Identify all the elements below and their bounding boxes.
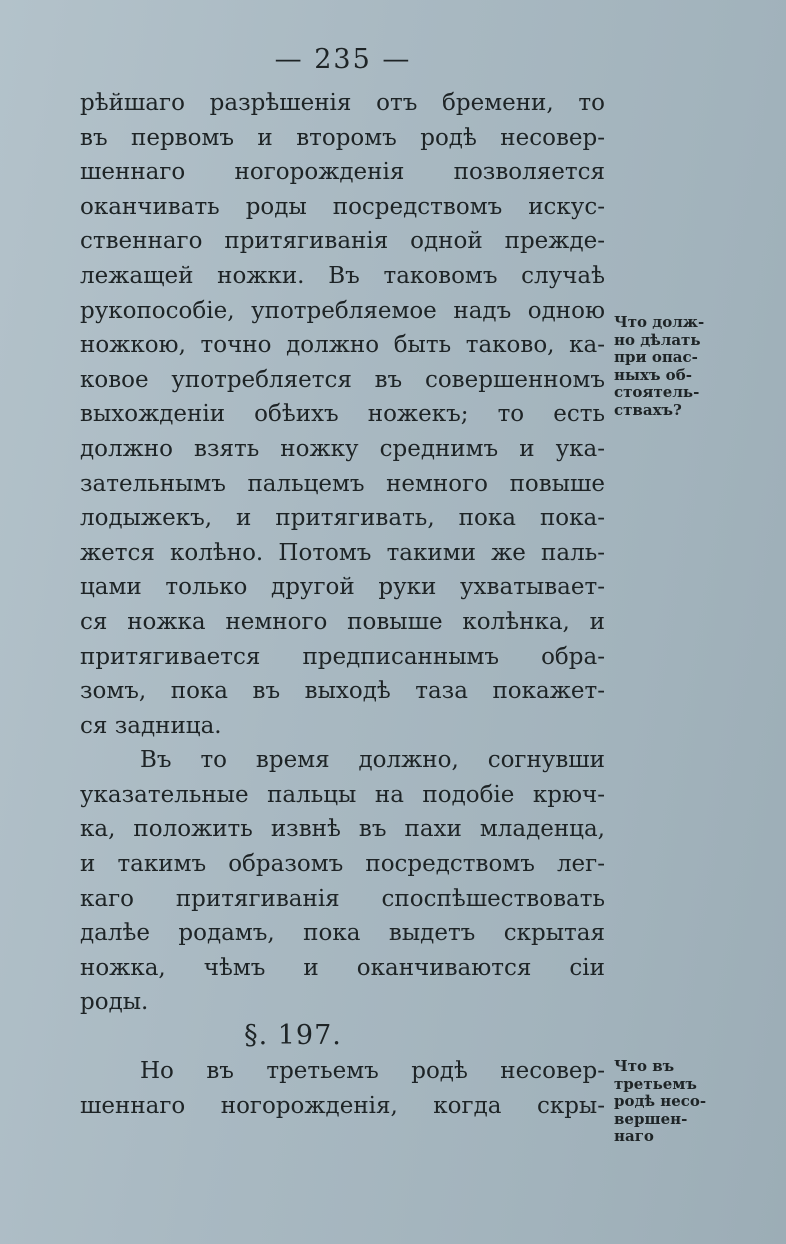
text-line: шеннаго ногорожденія, когда скры- [80,1092,605,1119]
text-line: ся задница. [80,712,222,739]
text-line: Въ то время должно, согнувши [140,747,605,774]
text-line: ковое употребляется въ совершенномъ [80,366,605,393]
text-line: рѣйшаго разрѣшенія отъ бремени, то [80,90,605,116]
page-number: — 235 — [274,44,412,75]
text-line: въ первомъ и второмъ родѣ несовер- [80,124,605,151]
margin-note [614,1058,744,1146]
text-line: роды. [80,989,149,1016]
text-line: указательные пальцы на подобіе крюч- [80,781,605,808]
margin-note-line: Что въ [614,1057,675,1075]
text-line: должно взять ножку среднимъ и ука- [80,435,605,462]
text-line: притягивается предписаннымъ обра- [80,643,605,670]
margin-note-line: наго [614,1127,654,1145]
text-line: и такимъ образомъ посредствомъ лег- [80,851,605,878]
text-line: ножка, чѣмъ и оканчиваются сіи [80,954,605,981]
text-line: цами только другой руки ухватывает- [80,574,605,601]
margin-note-line: вершен- [614,1109,688,1128]
text-line: лежащей ножки. Въ таковомъ случаѣ [80,262,605,289]
margin-note-line: ныхъ об- [614,365,692,384]
text-line: жется колѣно. Потомъ такими же паль- [80,539,605,566]
margin-note-line: но дѣлать [614,330,701,349]
margin-note [614,314,744,419]
text-line: рукопособіе, употребляемое надъ одною [80,297,605,324]
text-line: ножкою, точно должно быть таково, ка- [80,332,605,359]
text-line: зательнымъ пальцемъ немного повыше [80,470,605,497]
margin-note-line: стоятель- [614,383,700,401]
text-line: выхожденіи обѣихъ ножекъ; то есть [80,401,605,428]
body-text [80,86,605,1020]
margin-note-line: Что долж- [614,313,705,331]
text-line: каго притягиванія споспѣшествовать [80,885,605,912]
text-line: Но въ третьемъ родѣ несовер- [140,1058,605,1084]
section-heading: §. 197. [244,1020,342,1051]
margin-note-line: третьемъ [614,1074,697,1093]
margin-note-line: ствахъ? [614,400,682,419]
text-line: ка, положить извнѣ въ пахи младенца, [80,816,605,843]
section-body [80,1054,605,1123]
text-line: шеннаго ногорожденія позволяется [80,159,605,186]
margin-note-line: родѣ несо- [614,1092,707,1110]
text-line: ся ножка немного повыше колѣнка, и [80,608,605,635]
text-line: далѣе родамъ, пока выдетъ скрытая [80,920,605,947]
margin-note-line: при опас- [614,348,698,366]
text-line: лодыжекъ, и притягивать, пока пока- [80,505,605,532]
text-line: оканчивать роды посредствомъ искус- [80,193,605,220]
text-line: зомъ, пока въ выходѣ таза покажет- [80,678,605,705]
text-line: ственнаго притягиванія одной прежде- [80,228,605,255]
